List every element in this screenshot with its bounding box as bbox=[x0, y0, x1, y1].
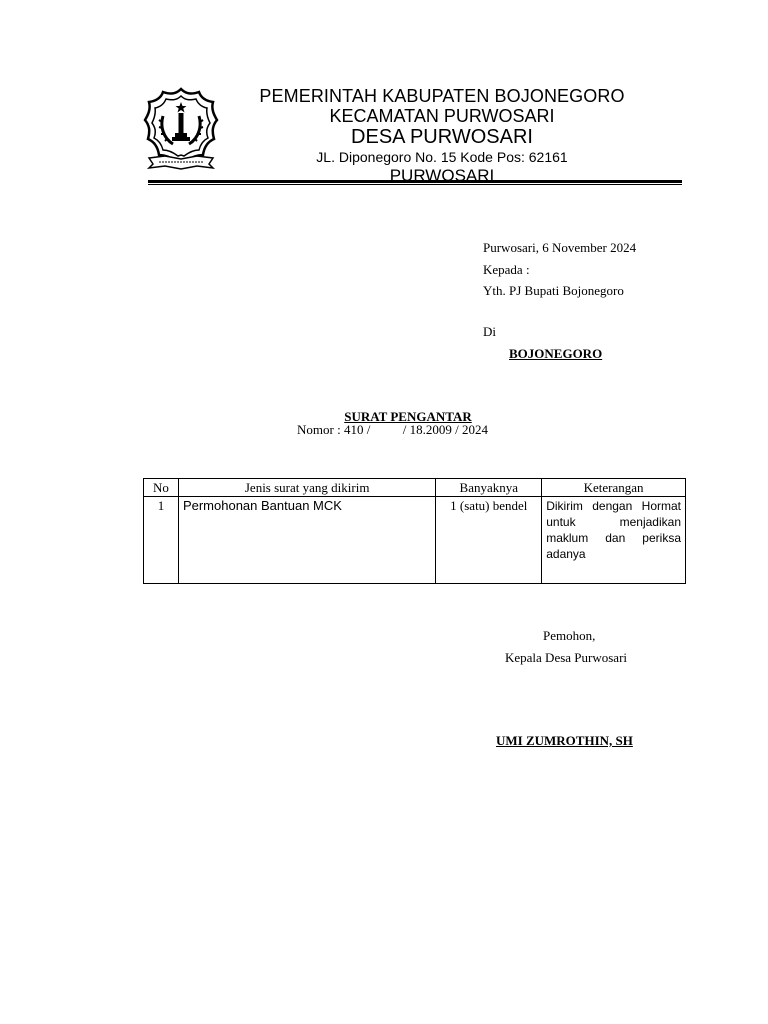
cell-banyaknya: 1 (satu) bendel bbox=[436, 497, 542, 584]
cell-keterangan: Dikirim dengan Hormat untuk menjadikan maklum dan periksa adanya bbox=[542, 497, 686, 584]
di-label: Di bbox=[483, 324, 496, 339]
signer-position: Kepala Desa Purwosari bbox=[505, 650, 628, 665]
village-name: PURWOSARI bbox=[389, 166, 495, 185]
letter-number: Nomor : 410 / / 18.2009 / 2024 bbox=[297, 422, 489, 437]
village-title: DESA PURWOSARI bbox=[351, 126, 533, 148]
document-table bbox=[143, 478, 686, 584]
signer-name: UMI ZUMROTHIN, SH bbox=[496, 733, 633, 748]
letterhead-divider bbox=[148, 180, 682, 185]
place-date: Purwosari, 6 November 2024 bbox=[483, 240, 637, 255]
cell-no: 1 bbox=[144, 497, 179, 584]
letter-heading: SURAT PENGANTAR bbox=[344, 409, 472, 424]
recipient-city: BOJONEGORO bbox=[509, 346, 603, 361]
cell-jenis: Permohonan Bantuan MCK bbox=[178, 497, 435, 584]
header-no: No bbox=[144, 479, 179, 497]
header-keterangan: Keterangan bbox=[542, 479, 686, 497]
kepada-label: Kepada : bbox=[483, 262, 530, 277]
letterhead bbox=[224, 86, 660, 186]
subdistrict-title: KECAMATAN PURWOSARI bbox=[329, 106, 555, 126]
table-header-row bbox=[144, 479, 686, 497]
regency-emblem-icon bbox=[143, 86, 219, 174]
header-banyaknya: Banyaknya bbox=[436, 479, 542, 497]
pemohon-label: Pemohon, bbox=[543, 628, 596, 643]
office-address: JL. Diponegoro No. 15 Kode Pos: 62161 bbox=[316, 149, 568, 165]
header-jenis: Jenis surat yang dikirim bbox=[178, 479, 435, 497]
government-title: PEMERINTAH KABUPATEN BOJONEGORO bbox=[259, 86, 625, 106]
recipient-name: Yth. PJ Bupati Bojonegoro bbox=[483, 283, 624, 298]
table-row bbox=[144, 497, 686, 584]
